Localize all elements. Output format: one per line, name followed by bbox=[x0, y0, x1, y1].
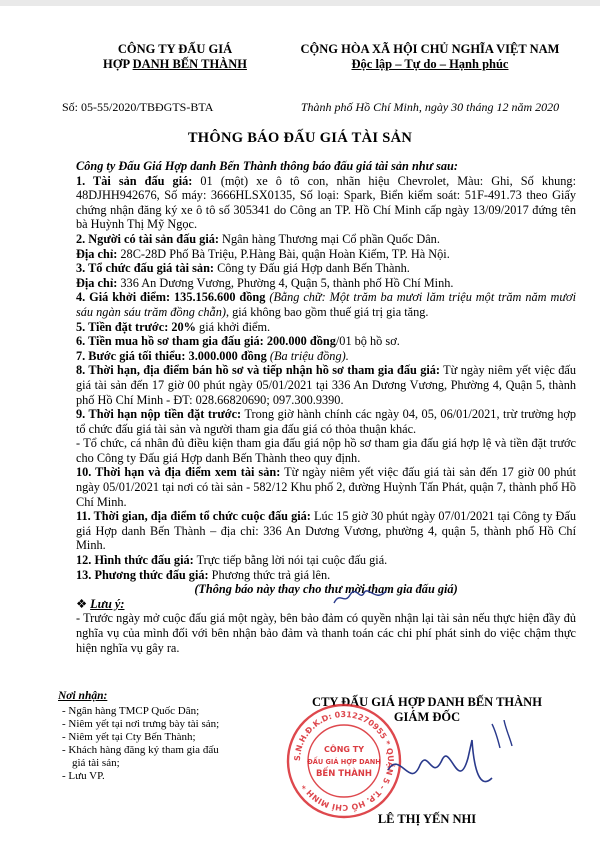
item-4: 4. Giá khởi điểm: 135.156.600 đồng (Bằng chữ: Một trăm ba mươi lăm triệu một trăm năm mươi sáu ngàn sáu trăm đồng chẵn), giá không bao gồm thuế giá trị gia tăng. bbox=[76, 290, 577, 319]
company-name-line2: HỢP DANH BẾN THÀNH bbox=[103, 57, 247, 71]
signature-org: CTY ĐẤU GIÁ HỢP DANH BẾN THÀNH bbox=[312, 695, 542, 709]
recipient-item: giá tài sản; bbox=[72, 757, 120, 769]
signature-role: GIÁM ĐỐC bbox=[393, 710, 461, 724]
item-11: 11. Thời gian, địa điểm tổ chức cuộc đấu giá: Lúc 15 giờ 30 phút ngày 07/01/2021 tại Công ty Đấu giá Hợp danh Bến Thành – địa chỉ: 336 An Dương Vương, phường 4, quận 5, thành phố Hồ Chí Minh. bbox=[76, 509, 576, 553]
item-2: 2. Người có tài sản đấu giá: Ngân hàng Thương mại Cổ phần Quốc Dân. bbox=[76, 231, 440, 246]
document-body bbox=[76, 159, 576, 655]
item-9-extra: - Tổ chức, cá nhân đủ điều kiện tham gia đấu giá nộp hồ sơ tham gia đấu giá hợp lệ và tiền đặt trước cho Công ty Đấu giá Hợp danh Bến Thành theo quy định. bbox=[76, 436, 576, 465]
item-9: 9. Thời hạn nộp tiền đặt trước: Trong giờ hành chính các ngày 04, 05, 06/01/2021, trừ trường hợp tổ chức đấu giá tài sản và người tham gia đấu giá có thỏa thuận khác. bbox=[76, 407, 576, 436]
seal-line3: BẾN THÀNH bbox=[315, 769, 373, 779]
recipients-block bbox=[58, 690, 268, 783]
initial-signature-mark bbox=[330, 585, 390, 609]
document-date: Thành phố Hồ Chí Minh, ngày 30 tháng 12 năm 2020 bbox=[300, 100, 560, 114]
seal-ring-text: S.N.H.Đ.K.D: 0312270955 * QUẬN 5 - T.P. HỒ CHÍ MINH * bbox=[292, 709, 396, 813]
luu-y-heading: ❖ Lưu ý: bbox=[76, 596, 125, 611]
item-3-address: Địa chỉ: 336 An Dương Vương, Phường 4, Quận 5, thành phố Hồ Chí Minh. bbox=[76, 275, 454, 290]
recipient-item: - Lưu VP. bbox=[62, 770, 105, 782]
seal-line2: ĐẤU GIÁ HỢP DANH bbox=[307, 758, 381, 766]
seal-line1: CÔNG TY bbox=[324, 745, 364, 754]
national-motto: Độc lập – Tự do – Hạnh phúc bbox=[351, 57, 509, 71]
item-2-address: Địa chỉ: 28C-28D Phố Bà Triệu, P.Hàng Bài, quận Hoàn Kiếm, TP. Hà Nội. bbox=[76, 246, 450, 261]
recipient-item: - Khách hàng đăng ký tham gia đấu bbox=[62, 744, 219, 756]
item-6: 6. Tiền mua hồ sơ tham gia đấu giá: 200.000 đồng/01 bộ hồ sơ. bbox=[76, 334, 400, 349]
recipient-item: - Niêm yết tại Cty Bến Thành; bbox=[62, 731, 196, 743]
company-name-line1: CÔNG TY ĐẤU GIÁ bbox=[117, 42, 233, 56]
note-line: (Thông báo này thay cho thư mời tham gia đấu giá) bbox=[194, 582, 458, 597]
item-10: 10. Thời hạn và địa điểm xem tài sản: Từ ngày niêm yết việc đấu giá tài sản đến 17 giờ 00 phút ngày 05/01/2021 tại nơi có tài sản - 582/12 Khu phố 2, đường Huỳnh Tấn Phát, quận 7, thành phố Hồ Chí Minh. bbox=[76, 465, 576, 509]
item-13: 13. Phương thức đấu giá: Phương thức trả giá lên. bbox=[76, 567, 331, 582]
intro-line: Công ty Đấu Giá Hợp danh Bến Thành thông báo đấu giá tài sản như sau: bbox=[76, 159, 458, 173]
document-number: Số: 05-55/2020/TBĐGTS-BTA bbox=[62, 100, 214, 114]
recipient-item: - Ngân hàng TMCP Quốc Dân; bbox=[62, 705, 200, 717]
national-header bbox=[280, 42, 580, 72]
company-header bbox=[60, 42, 290, 72]
item-12: 12. Hình thức đấu giá: Trực tiếp bằng lời nói tại cuộc đấu giá. bbox=[76, 553, 388, 568]
document-title: THÔNG BÁO ĐẤU GIÁ TÀI SẢN bbox=[187, 130, 413, 146]
recipients-label: Nơi nhận: bbox=[58, 690, 108, 702]
recipient-item: - Niêm yết tại nơi trưng bày tài sản; bbox=[62, 718, 220, 730]
item-8: 8. Thời hạn, địa điểm bán hồ sơ và tiếp nhận hồ sơ tham gia đấu giá: Từ ngày niêm yết việc đấu giá tài sản đến 17 giờ 00 phút ngày 05/01/2021 tại 336 An Dương Vương, Phường 4, Quận 5, thành phố Hồ Chí Minh - ĐT: 028.66820690; 097.300.9390. bbox=[76, 363, 576, 407]
handwritten-signature bbox=[380, 720, 530, 810]
item-3: 3. Tổ chức đấu giá tài sản: Công ty Đấu giá Hợp danh Bến Thành. bbox=[76, 261, 410, 276]
signer-name: LÊ THỊ YẾN NHI bbox=[377, 812, 477, 826]
luu-y-text: - Trước ngày mở cuộc đấu giá một ngày, bên bảo đảm có quyền nhận lại tài sản nếu thực hiện đầy đủ nghĩa vụ của mình đối với bên nhận bảo đảm và thanh toán các chi phí phát sinh do việc chậm thực hiện nghĩa vụ gây ra. bbox=[76, 611, 576, 655]
item-7: 7. Bước giá tối thiểu: 3.000.000 đồng (Ba triệu đồng). bbox=[76, 348, 349, 363]
diamond-bullet-icon: ❖ bbox=[76, 596, 88, 611]
national-title: CỘNG HÒA XÃ HỘI CHỦ NGHĨA VIỆT NAM bbox=[300, 42, 560, 56]
item-1: 1. Tài sản đấu giá: 01 (một) xe ô tô con, nhãn hiệu Chevrolet, Màu: Ghi, Số khung: 48DJHH942676, Số máy: 3666HLSX0135, Số loại: Spark, Biển kiểm soát: 51F-491.73 theo Giấy chứng nhận đăng ký xe ô tô số 305341 do Công an TP. Hồ Chí Minh cấp ngày 13/09/2017 đứng tên bà Huỳnh Thị Mỹ Ngọc. bbox=[76, 173, 576, 232]
item-5: 5. Tiền đặt trước: 20% giá khởi điểm. bbox=[76, 319, 271, 334]
scan-top-edge bbox=[0, 0, 600, 6]
